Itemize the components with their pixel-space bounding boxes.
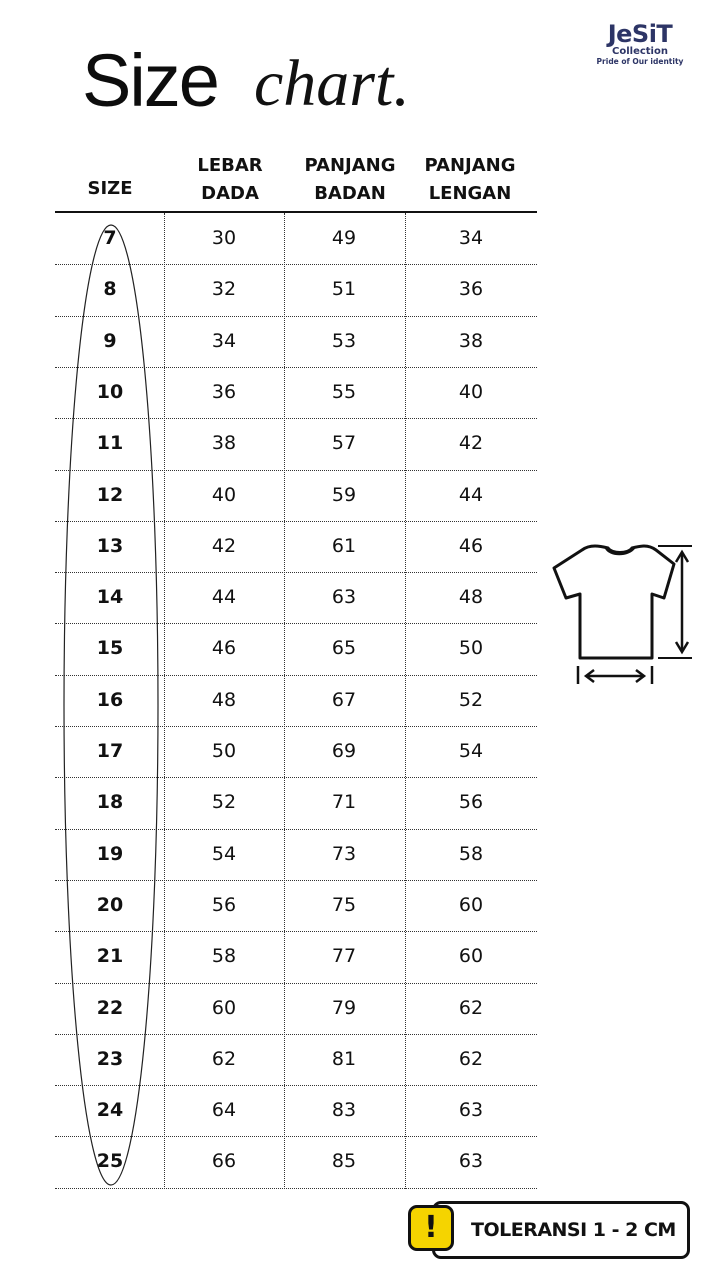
header-panjang-badan [290, 152, 410, 208]
cell-lebar-dada: 38 [211, 432, 237, 455]
cell-panjang-lengan: 38 [458, 329, 484, 352]
tolerance-label: TOLERANSI 1 - 2 CM [471, 1219, 676, 1241]
cell-panjang-lengan: 48 [458, 586, 484, 609]
cell-panjang-lengan: 63 [458, 1099, 484, 1122]
cell-size: 20 [96, 893, 124, 916]
cell-panjang-badan: 63 [331, 586, 357, 609]
header-size [75, 175, 145, 203]
cell-panjang-lengan: 54 [458, 740, 484, 762]
cell-lebar-dada: 40 [211, 483, 237, 506]
size-column-oval [62, 223, 160, 1187]
cell-lebar-dada: 32 [211, 278, 237, 301]
cell-panjang-lengan: 62 [458, 1047, 484, 1070]
title-script: chart. [254, 47, 410, 120]
cell-lebar-dada: 44 [211, 586, 237, 609]
cell-size: 17 [96, 740, 124, 762]
header-lebar-dada [170, 152, 290, 208]
brand-name: JeSiT [607, 20, 673, 48]
cell-panjang-lengan: 40 [458, 380, 484, 403]
cell-lebar-dada: 64 [211, 1099, 237, 1122]
cell-panjang-lengan: 58 [458, 842, 484, 865]
cell-panjang-lengan: 46 [458, 534, 484, 557]
cell-panjang-badan: 67 [331, 688, 357, 711]
cell-size: 15 [96, 637, 124, 660]
header-panjang-lengan-line1: PANJANG [424, 155, 516, 176]
cell-panjang-badan: 83 [331, 1099, 357, 1122]
cell-lebar-dada: 54 [211, 842, 237, 865]
cell-panjang-badan: 57 [331, 432, 357, 455]
cell-lebar-dada: 36 [211, 380, 237, 403]
cell-panjang-badan: 75 [331, 893, 357, 916]
cell-panjang-lengan: 50 [458, 637, 484, 660]
warning-icon-glyph: ! [424, 1210, 438, 1245]
cell-panjang-lengan: 63 [458, 1150, 484, 1173]
cell-lebar-dada: 48 [211, 688, 237, 711]
tshirt-measurement-icon [548, 540, 698, 690]
cell-panjang-badan: 79 [331, 996, 357, 1019]
tolerance-badge [432, 1201, 690, 1259]
cell-size: 9 [103, 329, 117, 352]
header-lebar-dada-line2: DADA [201, 183, 259, 204]
cell-panjang-badan: 69 [331, 740, 357, 762]
warning-icon [408, 1205, 454, 1251]
cell-size: 14 [96, 586, 124, 609]
header-panjang-lengan-line2: LENGAN [428, 183, 512, 204]
brand-sub: Collection [612, 46, 668, 57]
cell-size: 16 [96, 688, 124, 711]
cell-lebar-dada: 62 [211, 1047, 237, 1070]
cell-size: 8 [103, 278, 117, 301]
cell-panjang-lengan: 44 [458, 483, 484, 506]
header-lebar-dada-line1: LEBAR [197, 155, 263, 176]
cell-size: 11 [96, 432, 124, 455]
cell-panjang-badan: 59 [331, 483, 357, 506]
cell-size: 18 [96, 791, 124, 814]
cell-panjang-lengan: 52 [458, 688, 484, 711]
header-panjang-badan-line1: PANJANG [304, 155, 396, 176]
cell-lebar-dada: 56 [211, 893, 237, 916]
cell-panjang-badan: 73 [331, 842, 357, 865]
cell-panjang-lengan: 56 [458, 791, 484, 814]
cell-panjang-lengan: 42 [458, 432, 484, 455]
row-divider [55, 1188, 537, 1189]
cell-panjang-badan: 61 [331, 534, 357, 557]
cell-panjang-badan: 77 [331, 945, 357, 968]
cell-panjang-lengan: 62 [458, 996, 484, 1019]
cell-lebar-dada: 60 [211, 996, 237, 1019]
cell-lebar-dada: 30 [211, 227, 237, 249]
cell-panjang-badan: 55 [331, 380, 357, 403]
cell-panjang-badan: 85 [331, 1150, 357, 1173]
cell-size: 7 [103, 227, 117, 249]
cell-lebar-dada: 52 [211, 791, 237, 814]
title-main: Size [82, 39, 218, 122]
cell-size: 24 [96, 1099, 124, 1122]
cell-lebar-dada: 42 [211, 534, 237, 557]
brand-tagline: Pride of Our identity [596, 57, 684, 66]
cell-lebar-dada: 66 [211, 1150, 237, 1173]
header-panjang-badan-line2: BADAN [314, 183, 386, 204]
cell-size: 23 [96, 1047, 124, 1070]
cell-panjang-badan: 65 [331, 637, 357, 660]
cell-panjang-badan: 53 [331, 329, 357, 352]
cell-panjang-badan: 51 [331, 278, 357, 301]
cell-panjang-badan: 71 [331, 791, 357, 814]
cell-lebar-dada: 46 [211, 637, 237, 660]
cell-size: 25 [96, 1150, 124, 1173]
header-panjang-lengan [408, 152, 532, 208]
cell-panjang-badan: 49 [331, 227, 357, 249]
cell-panjang-badan: 81 [331, 1047, 357, 1070]
cell-lebar-dada: 34 [211, 329, 237, 352]
cell-panjang-lengan: 60 [458, 945, 484, 968]
cell-size: 21 [96, 945, 124, 968]
cell-panjang-lengan: 60 [458, 893, 484, 916]
header-size-label: SIZE [87, 178, 133, 199]
cell-lebar-dada: 58 [211, 945, 237, 968]
cell-size: 13 [96, 534, 124, 557]
brand-logo [590, 22, 690, 67]
cell-size: 12 [96, 483, 124, 506]
cell-panjang-lengan: 34 [458, 227, 484, 249]
cell-size: 10 [96, 380, 124, 403]
cell-size: 22 [96, 996, 124, 1019]
cell-size: 19 [96, 842, 124, 865]
cell-lebar-dada: 50 [211, 740, 237, 762]
cell-panjang-lengan: 36 [458, 278, 484, 301]
